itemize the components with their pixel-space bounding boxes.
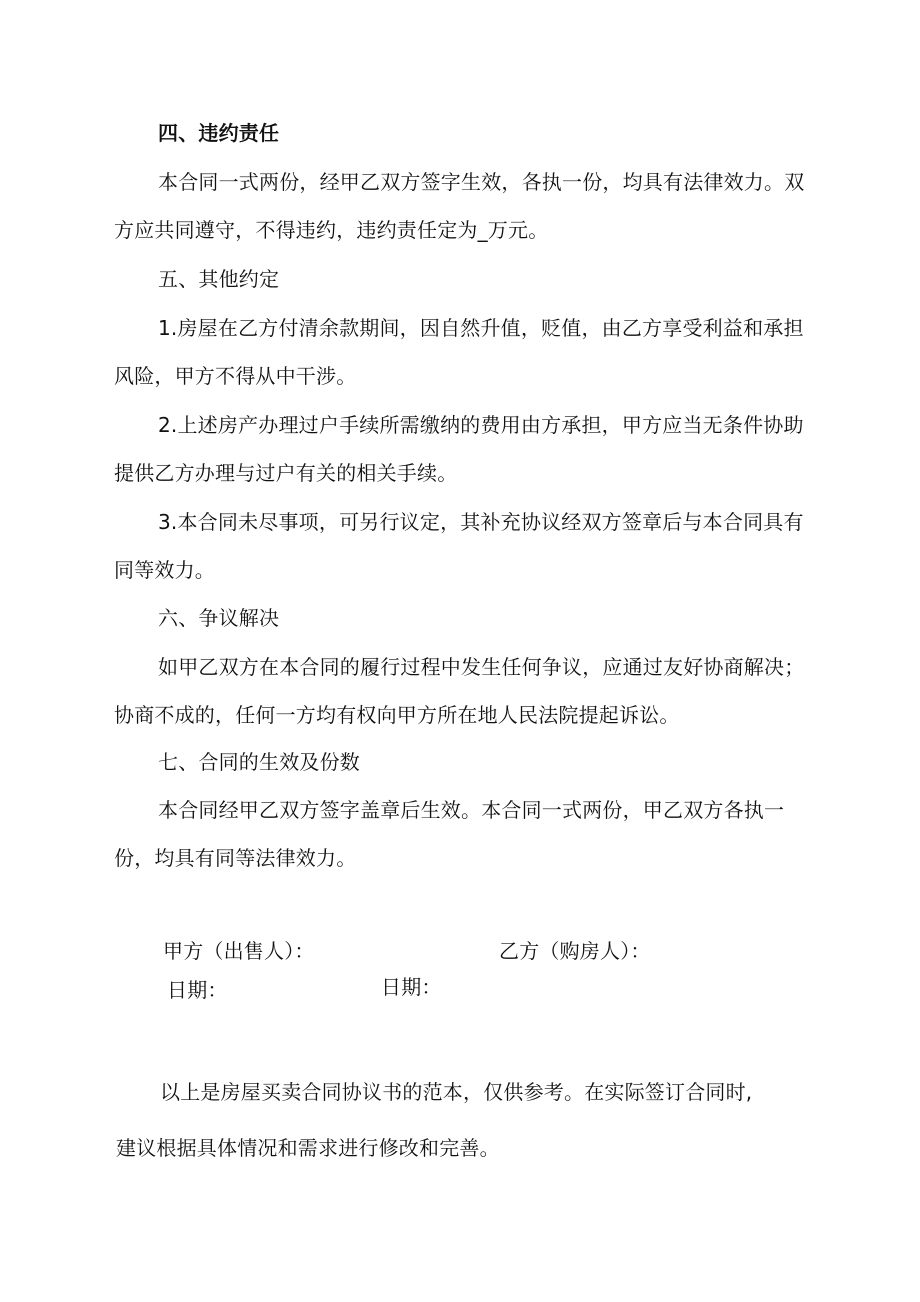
section-6-paragraph-line-1: 如甲乙双方在本合同的履行过程中发生任何争议，应通过友好协商解决； bbox=[158, 655, 805, 679]
closing-note-line-2: 建议根据具体情况和需求进行修改和完善。 bbox=[116, 1136, 500, 1160]
section-4-title: 四、违约责任 bbox=[158, 121, 280, 145]
section-5-item-3-line-2: 同等效力。 bbox=[114, 558, 215, 582]
section-5-item-2-line-1: 2.上述房产办理过户手续所需缴纳的费用由方承担，甲方应当无条件协助 bbox=[158, 413, 804, 437]
section-7-paragraph-line-2: 份，均具有同等法律效力。 bbox=[114, 846, 357, 870]
section-4-paragraph-line-1: 本合同一式两份，经甲乙双方签字生效，各执一份，均具有法律效力。双 bbox=[158, 170, 805, 194]
section-5-item-1-line-1: 1.房屋在乙方付清余款期间，因自然升值，贬值，由乙方享受利益和承担 bbox=[158, 316, 804, 340]
party-a-date-label: 日期： bbox=[167, 978, 228, 1002]
section-6-paragraph-line-2: 协商不成的，任何一方均有权向甲方所在地人民法院提起诉讼。 bbox=[114, 703, 680, 727]
section-7-title: 七、合同的生效及份数 bbox=[158, 750, 360, 774]
section-5-item-2-line-2: 提供乙方办理与过户有关的相关手续。 bbox=[114, 461, 458, 485]
section-7-paragraph-line-1: 本合同经甲乙双方签字盖章后生效。本合同一式两份，甲乙双方各执一 bbox=[158, 798, 785, 822]
section-5-title: 五、其他约定 bbox=[158, 267, 280, 291]
party-b-buyer-label: 乙方（购房人）： bbox=[499, 939, 651, 963]
section-6-title: 六、争议解决 bbox=[158, 606, 280, 630]
section-5-item-3-line-1: 3.本合同未尽事项，可另行议定，其补充协议经双方签章后与本合同具有 bbox=[158, 510, 804, 534]
section-5-item-1-line-2: 风险，甲方不得从中干涉。 bbox=[114, 364, 357, 388]
closing-note-line-1: 以上是房屋买卖合同协议书的范本，仅供参考。在实际签订合同时, bbox=[160, 1080, 753, 1104]
section-4-paragraph-line-2: 方应共同遵守，不得违约，违约责任定为_万元。 bbox=[114, 218, 549, 242]
party-a-seller-label: 甲方（出售人）： bbox=[163, 939, 315, 963]
party-b-date-label: 日期： bbox=[381, 975, 442, 999]
